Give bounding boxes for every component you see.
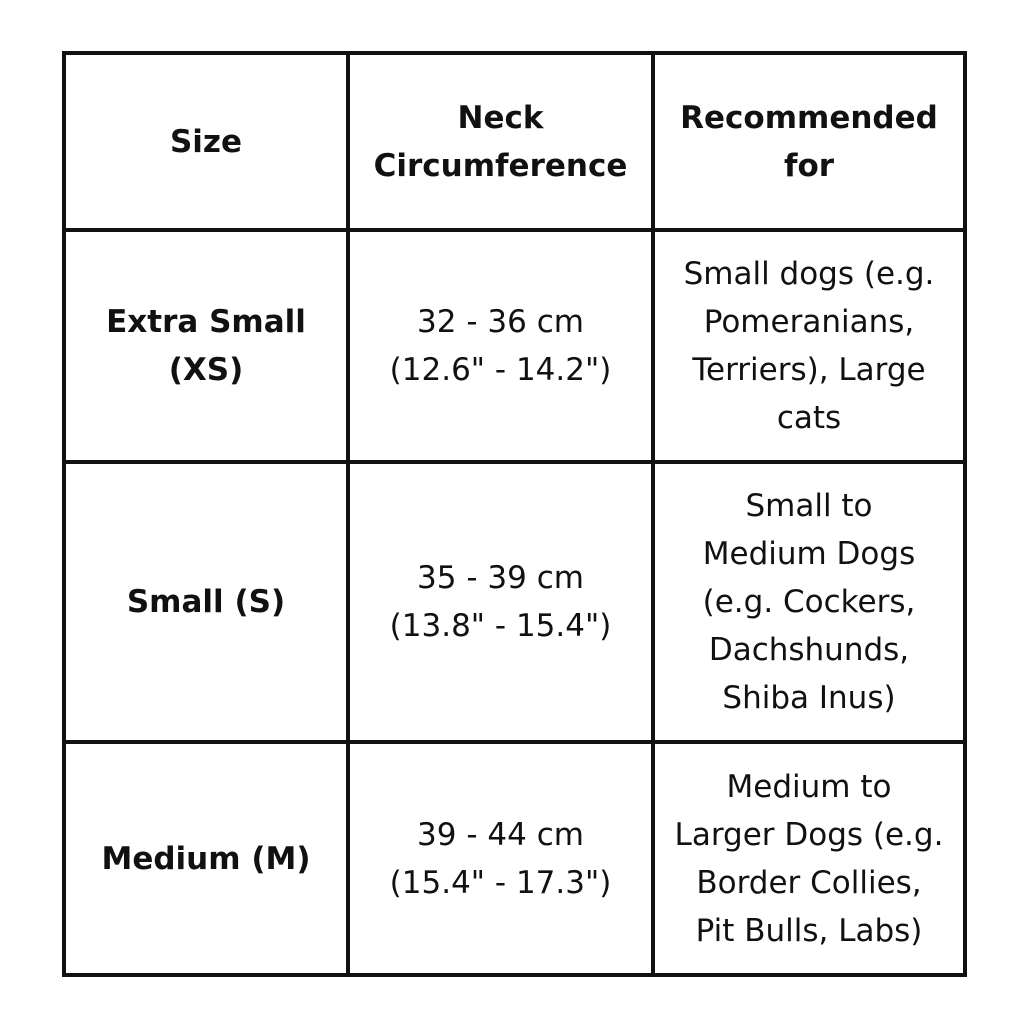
header-size	[64, 53, 348, 230]
recommended-cell	[653, 742, 965, 975]
recommended-line: Border Collies,	[696, 864, 922, 901]
recommended-line: Dachshunds,	[708, 632, 910, 668]
neck-line: (13.8" - 15.4")	[389, 608, 612, 644]
neck-line: 35 - 39 cm	[417, 560, 584, 596]
recommended-line: Small to	[745, 488, 873, 524]
neck-cell	[348, 230, 653, 462]
neck-cell	[348, 742, 653, 975]
header-neck-line: Circumference	[373, 147, 628, 184]
size-chart-table	[62, 51, 967, 977]
table-row	[64, 230, 965, 462]
recommended-line: Larger Dogs (e.g.	[674, 816, 944, 853]
recommended-line: Small dogs (e.g.	[683, 256, 935, 292]
neck-cell	[348, 462, 653, 742]
recommended-cell	[653, 462, 965, 742]
size-line: Extra Small	[106, 304, 306, 340]
header-recommended-for	[653, 53, 965, 230]
neck-line: 39 - 44 cm	[417, 816, 584, 853]
size-cell	[64, 462, 348, 742]
header-recommended-line: for	[783, 147, 835, 184]
size-cell	[64, 742, 348, 975]
recommended-line: cats	[776, 400, 842, 436]
recommended-line: Pit Bulls, Labs)	[695, 912, 923, 949]
table-header-row	[64, 53, 965, 230]
recommended-line: Shiba Inus)	[722, 680, 896, 716]
header-neck-line: Neck	[457, 99, 544, 136]
table-row	[64, 462, 965, 742]
header-neck-circumference	[348, 53, 653, 230]
recommended-line: Terriers), Large	[692, 352, 926, 388]
neck-line: (12.6" - 14.2")	[389, 352, 612, 388]
recommended-line: Medium Dogs	[702, 536, 916, 572]
size-line: (XS)	[168, 352, 244, 388]
size-line: Medium (M)	[101, 840, 311, 877]
recommended-line: Pomeranians,	[703, 304, 915, 340]
size-cell	[64, 230, 348, 462]
recommended-line: (e.g. Cockers,	[702, 584, 916, 620]
size-line: Small (S)	[126, 584, 286, 620]
recommended-line: Medium to	[726, 768, 892, 805]
header-size-line: Size	[169, 123, 243, 160]
recommended-cell	[653, 230, 965, 462]
table-row	[64, 742, 965, 975]
neck-line: 32 - 36 cm	[417, 304, 584, 340]
header-recommended-line: Recommended	[680, 99, 938, 136]
neck-line: (15.4" - 17.3")	[389, 864, 612, 901]
